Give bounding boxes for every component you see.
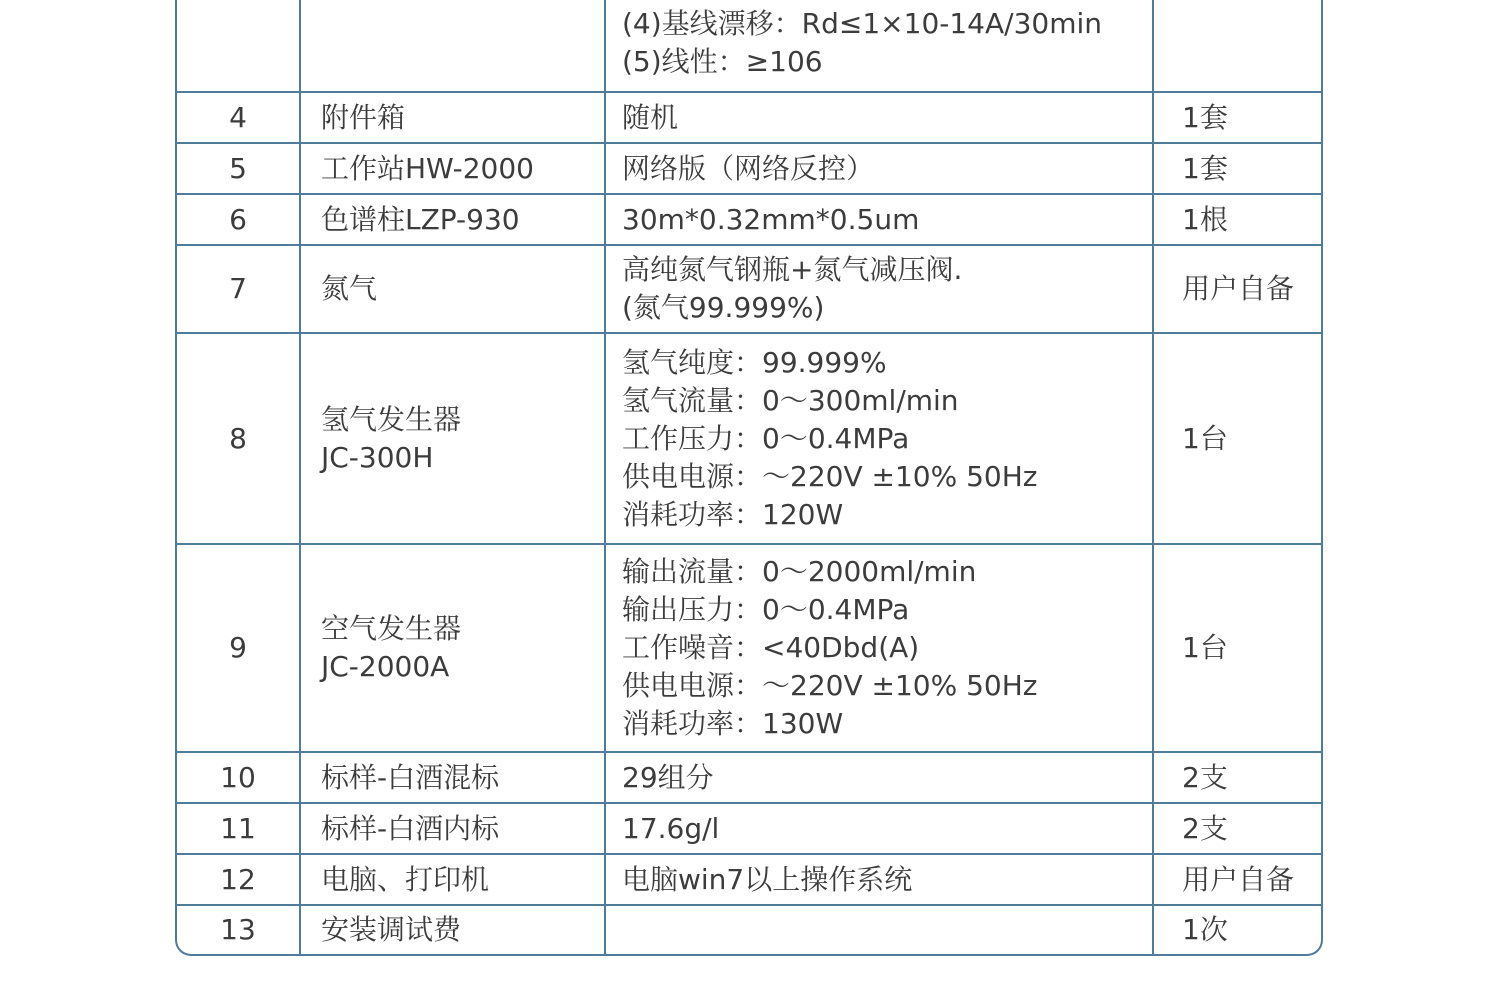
item-spec-line: (5)线性：≥106 <box>622 45 823 78</box>
item-spec-line: 29组分 <box>622 760 714 794</box>
row-number-cell <box>177 855 301 906</box>
item-name-line: 标样-白酒内标 <box>321 811 500 845</box>
row-number-cell <box>177 195 301 246</box>
item-spec-line: (4)基线漂移：Rd≤1×10-14A/30min <box>622 7 1103 40</box>
item-quantity: 2支 <box>1182 811 1228 845</box>
item-name-line: 氮气 <box>321 272 378 305</box>
table-row <box>177 804 1321 855</box>
item-name-cell <box>301 906 606 954</box>
item-name-line: JC-2000A <box>321 650 450 683</box>
item-spec-line: 高纯氮气钢瓶+氮气减压阀. <box>622 253 963 286</box>
item-quantity: 用户自备 <box>1182 862 1295 896</box>
row-number-cell <box>177 545 301 753</box>
table-row <box>177 545 1321 753</box>
item-quantity-cell <box>1154 334 1321 545</box>
item-name-cell <box>301 545 606 753</box>
item-spec-line: (氮气99.999%) <box>622 291 825 324</box>
item-quantity-cell <box>1154 804 1321 855</box>
row-number-cell <box>177 0 301 93</box>
row-number-cell <box>177 753 301 804</box>
table-row <box>177 144 1321 195</box>
item-spec-line: 输出流量：0～2000ml/min <box>622 555 977 588</box>
table-row <box>177 334 1321 545</box>
table-row <box>177 906 1321 954</box>
item-quantity-cell <box>1154 195 1321 246</box>
item-name-cell <box>301 855 606 906</box>
item-name-line: 电脑、打印机 <box>321 862 490 896</box>
item-spec-line: 供电电源：～220V ±10% 50Hz <box>622 459 1038 493</box>
item-quantity-cell <box>1154 144 1321 195</box>
item-spec-cell <box>606 804 1154 855</box>
item-name-line: 安装调试费 <box>321 913 462 946</box>
row-number-cell <box>177 906 301 954</box>
item-quantity: 用户自备 <box>1182 272 1295 305</box>
row-number: 13 <box>220 913 256 946</box>
item-spec-cell <box>606 0 1154 93</box>
row-number: 7 <box>229 272 247 305</box>
equipment-list-table <box>175 0 1323 956</box>
item-name-cell <box>301 334 606 545</box>
item-spec-cell <box>606 195 1154 246</box>
table-row <box>177 93 1321 144</box>
item-name-cell <box>301 246 606 334</box>
item-quantity-cell <box>1154 545 1321 753</box>
item-quantity-cell <box>1154 246 1321 334</box>
item-name-cell <box>301 0 606 93</box>
table-row <box>177 753 1321 804</box>
row-number-cell <box>177 144 301 195</box>
row-number-cell <box>177 93 301 144</box>
row-number: 6 <box>229 202 247 236</box>
table-row <box>177 246 1321 334</box>
item-spec-line: 消耗功率：130W <box>622 707 844 740</box>
item-name-cell <box>301 144 606 195</box>
item-spec-line: 氢气纯度：99.999% <box>622 345 887 379</box>
item-spec-cell <box>606 855 1154 906</box>
item-quantity: 1台 <box>1182 421 1228 455</box>
table-row <box>177 0 1321 93</box>
row-number: 4 <box>229 100 247 134</box>
item-quantity-cell <box>1154 753 1321 804</box>
item-quantity-cell <box>1154 93 1321 144</box>
item-spec-line: 工作压力：0～0.4MPa <box>622 421 910 455</box>
item-name-cell <box>301 753 606 804</box>
item-name-cell <box>301 93 606 144</box>
item-name-line: 工作站HW-2000 <box>321 151 534 185</box>
item-spec-line: 输出压力：0～0.4MPa <box>622 593 910 626</box>
item-quantity: 1台 <box>1182 631 1228 664</box>
item-spec-line: 30m*0.32mm*0.5um <box>622 202 920 236</box>
item-spec-cell <box>606 334 1154 545</box>
item-spec-line: 17.6g/l <box>622 811 720 845</box>
item-quantity: 1套 <box>1182 151 1228 185</box>
item-spec-cell <box>606 753 1154 804</box>
item-spec-line: 网络版（网络反控） <box>622 151 875 185</box>
row-number: 12 <box>220 862 256 896</box>
item-quantity-cell <box>1154 855 1321 906</box>
item-quantity: 1套 <box>1182 100 1228 134</box>
item-quantity: 1次 <box>1182 913 1228 946</box>
item-name-line: 空气发生器 <box>321 612 462 645</box>
table-row <box>177 195 1321 246</box>
item-name-line: 标样-白酒混标 <box>321 760 500 794</box>
row-number-cell <box>177 246 301 334</box>
item-name-line: 色谱柱LZP-930 <box>321 202 520 236</box>
table-row <box>177 855 1321 906</box>
item-spec-cell <box>606 246 1154 334</box>
row-number-cell <box>177 804 301 855</box>
item-name-line: 附件箱 <box>321 100 406 134</box>
item-spec-line: 供电电源：～220V ±10% 50Hz <box>622 669 1038 702</box>
item-spec-cell <box>606 93 1154 144</box>
item-spec-cell <box>606 144 1154 195</box>
item-quantity: 2支 <box>1182 760 1228 794</box>
row-number: 8 <box>229 421 247 455</box>
row-number: 5 <box>229 151 247 185</box>
item-name-line: 氢气发生器 <box>321 402 462 436</box>
row-number-cell <box>177 334 301 545</box>
item-quantity-cell <box>1154 0 1321 93</box>
item-quantity-cell <box>1154 906 1321 954</box>
row-number: 9 <box>229 631 247 664</box>
row-number: 10 <box>220 760 256 794</box>
row-number: 11 <box>220 811 256 845</box>
item-quantity: 1根 <box>1182 202 1228 236</box>
item-name-line: JC-300H <box>321 440 434 474</box>
item-spec-line: 随机 <box>622 100 679 134</box>
item-spec-line: 电脑win7以上操作系统 <box>622 862 913 896</box>
item-name-cell <box>301 804 606 855</box>
item-spec-cell <box>606 545 1154 753</box>
table-body <box>177 0 1321 954</box>
equipment-list-table-wrapper <box>175 0 1323 956</box>
item-spec-line: 氢气流量：0～300ml/min <box>622 383 959 417</box>
item-name-cell <box>301 195 606 246</box>
item-spec-cell <box>606 906 1154 954</box>
item-spec-line: 消耗功率：120W <box>622 497 844 531</box>
item-spec-line: 工作噪音：<40Dbd(A) <box>622 631 920 664</box>
